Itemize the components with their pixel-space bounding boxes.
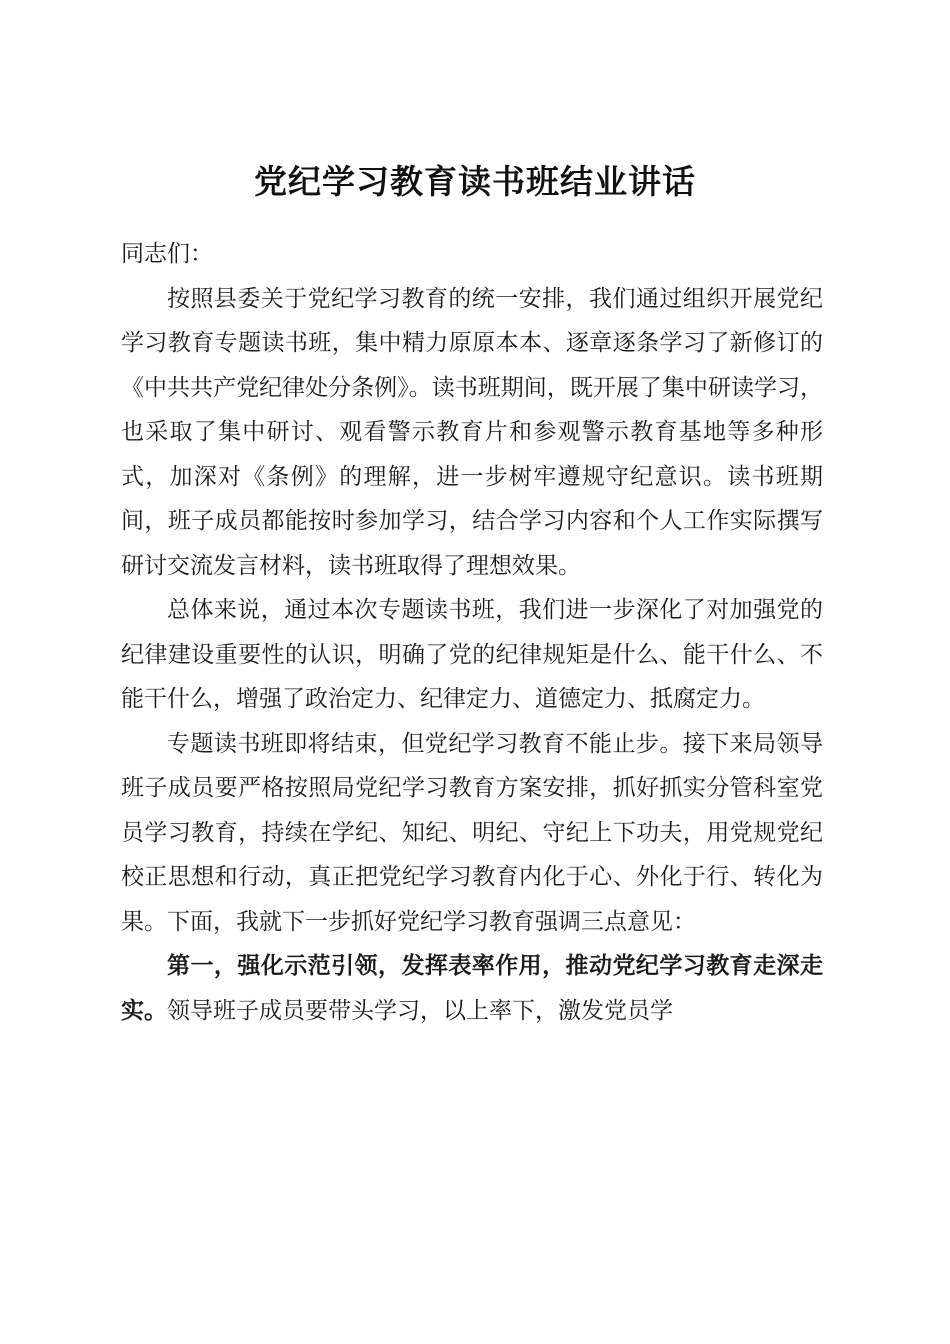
paragraph-point-one [121,944,823,1033]
point-one-text: 领导班子成员要带头学习，以上率下，激发党员学 [167,997,673,1024]
paragraph-intro: 按照县委关于党纪学习教育的统一安排，我们通过组织开展党纪学习教育专题读书班，集中精力原原本本、逐章逐条学习了新修订的《中共共产党纪律处分条例》。读书班期间，既开展了集中研读学习，也采取了集中研讨、观看警示教育片和参观警示教育基地等多种形式，加深对《条例》的理解，进一步树牢遵规守纪意识。读书班期间，班子成员都能按时参加学习，结合学习内容和个人工作实际撰写研讨交流发言材料，读书班取得了理想效果。 [121,285,823,579]
paragraph-summary: 总体来说，通过本次专题读书班，我们进一步深化了对加强党的纪律建设重要性的认识，明确了党的纪律规矩是什么、能干什么、不能干什么，增强了政治定力、纪律定力、道德定力、抵腐定力。 [121,597,823,712]
salutation: 同志们： [121,241,213,267]
paragraph-transition: 专题读书班即将结束，但党纪学习教育不能止步。接下来局领导班子成员要严格按照局党纪学习教育方案安排，抓好抓实分管科室党员学习教育，持续在学纪、知纪、明纪、守纪上下功夫，用党规党纪校正思想和行动，真正把党纪学习教育内化于心、外化于行、转化为果。下面，我就下一步抓好党纪学习教育强调三点意见： [121,730,823,935]
point-one-heading: 第一，强化示范引领，发挥表率作用，推动党纪学习教育走深走实。 [121,952,823,1024]
document-body [121,232,823,1033]
document-title: 党纪学习教育读书班结业讲话 [254,162,696,202]
